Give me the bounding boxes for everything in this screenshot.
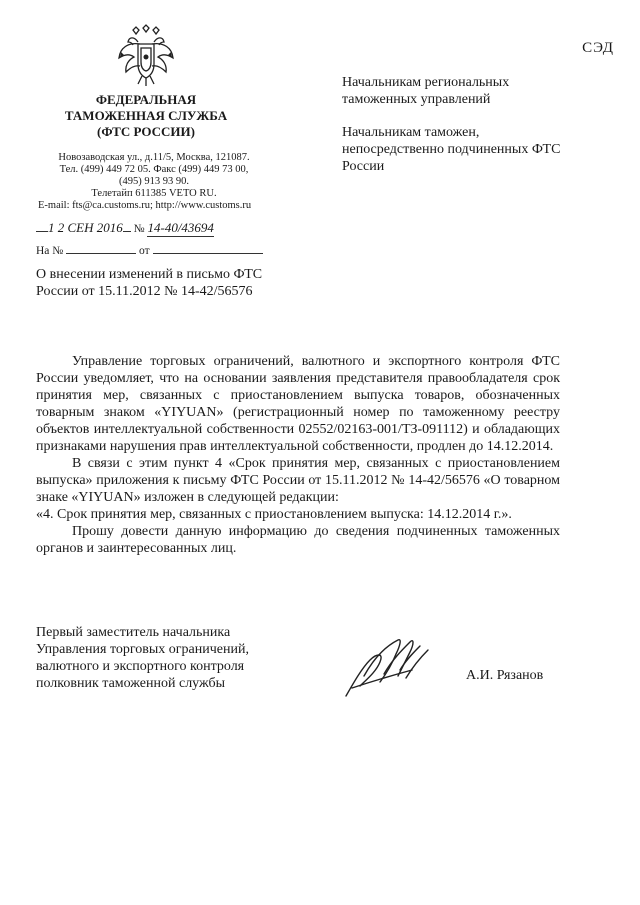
outgoing-date: 1 2 СЕН 2016 xyxy=(48,220,123,235)
document-mark: СЭД xyxy=(582,40,614,56)
reference-line xyxy=(36,243,263,257)
sender-organization xyxy=(40,92,252,140)
outgoing-number-label: № xyxy=(133,223,145,235)
addressee-customs: Начальникам таможен, непосредственно подчиненных ФТС России xyxy=(342,125,561,174)
addressee-regional: Начальникам региональных таможенных управлений xyxy=(342,75,510,107)
signatory-name: А.И. Рязанов xyxy=(466,668,544,683)
org-name-line-2: ТАМОЖЕННАЯ СЛУЖБА xyxy=(64,108,228,123)
sender-email-web: E-mail: fts@ca.customs.ru; http://www.customs.ru xyxy=(38,200,252,211)
sender-contacts xyxy=(38,152,270,212)
body-paragraph: Управление торговых ограничений, валютного и экспортного контроля ФТС России уведомляет, что на основании заявления представителя правообладателя срок принятия мер, связанных с приостановлением выпуска товаров, обозначенных товарным знаком «YIYUAN» (регистрационный номер по таможенному реестру объектов интеллектуальной собственности 02552/02163-001/ТЗ-091112) и обладающих признаками нарушения прав интеллектуальной собственности, продлен до 14.12.2014. xyxy=(36,354,560,454)
letter-body xyxy=(36,353,560,557)
outgoing-number: 14-40/43694 xyxy=(147,220,214,235)
sender-phones-2: (495) 913 93 90. xyxy=(119,176,189,187)
sender-teletype: Телетайп 611385 VETO RU. xyxy=(91,188,217,199)
double-headed-eagle-emblem xyxy=(116,24,176,88)
handwritten-signature xyxy=(340,630,436,702)
org-name-line-1: ФЕДЕРАЛЬНАЯ xyxy=(95,92,197,107)
letter-subject: О внесении изменений в письмо ФТС России от 15.11.2012 № 14-42/56576 xyxy=(36,267,263,299)
body-paragraph: «4. Срок принятия мер, связанных с приостановлением выпуска: 14.12.2014 г.». xyxy=(36,507,512,522)
body-paragraph: Прошу довести данную информацию до сведения подчиненных таможенных органов и заинтересованных лиц. xyxy=(36,524,560,556)
reference-number-label: На № xyxy=(36,245,64,257)
reference-date-label: от xyxy=(139,245,150,257)
sender-address: Новозаводская ул., д.11/5, Москва, 121087. xyxy=(58,152,250,163)
sender-phones: Тел. (499) 449 72 05. Факс (499) 449 73 00, xyxy=(59,164,249,175)
signatory-title: Первый заместитель начальника Управления торговых ограничений, валютного и экспортного контроля полковник таможенной службы xyxy=(36,625,249,691)
org-name-line-3: (ФТС РОССИИ) xyxy=(97,124,195,139)
body-paragraph: В связи с этим пункт 4 «Срок принятия мер, связанных с приостановлением выпуска» приложения к письму ФТС России от 15.11.2012 № 14-42/56576 «О товарном знаке «YIYUAN» изложен в следующей редакции: xyxy=(36,456,560,505)
outgoing-number-line xyxy=(36,220,272,237)
